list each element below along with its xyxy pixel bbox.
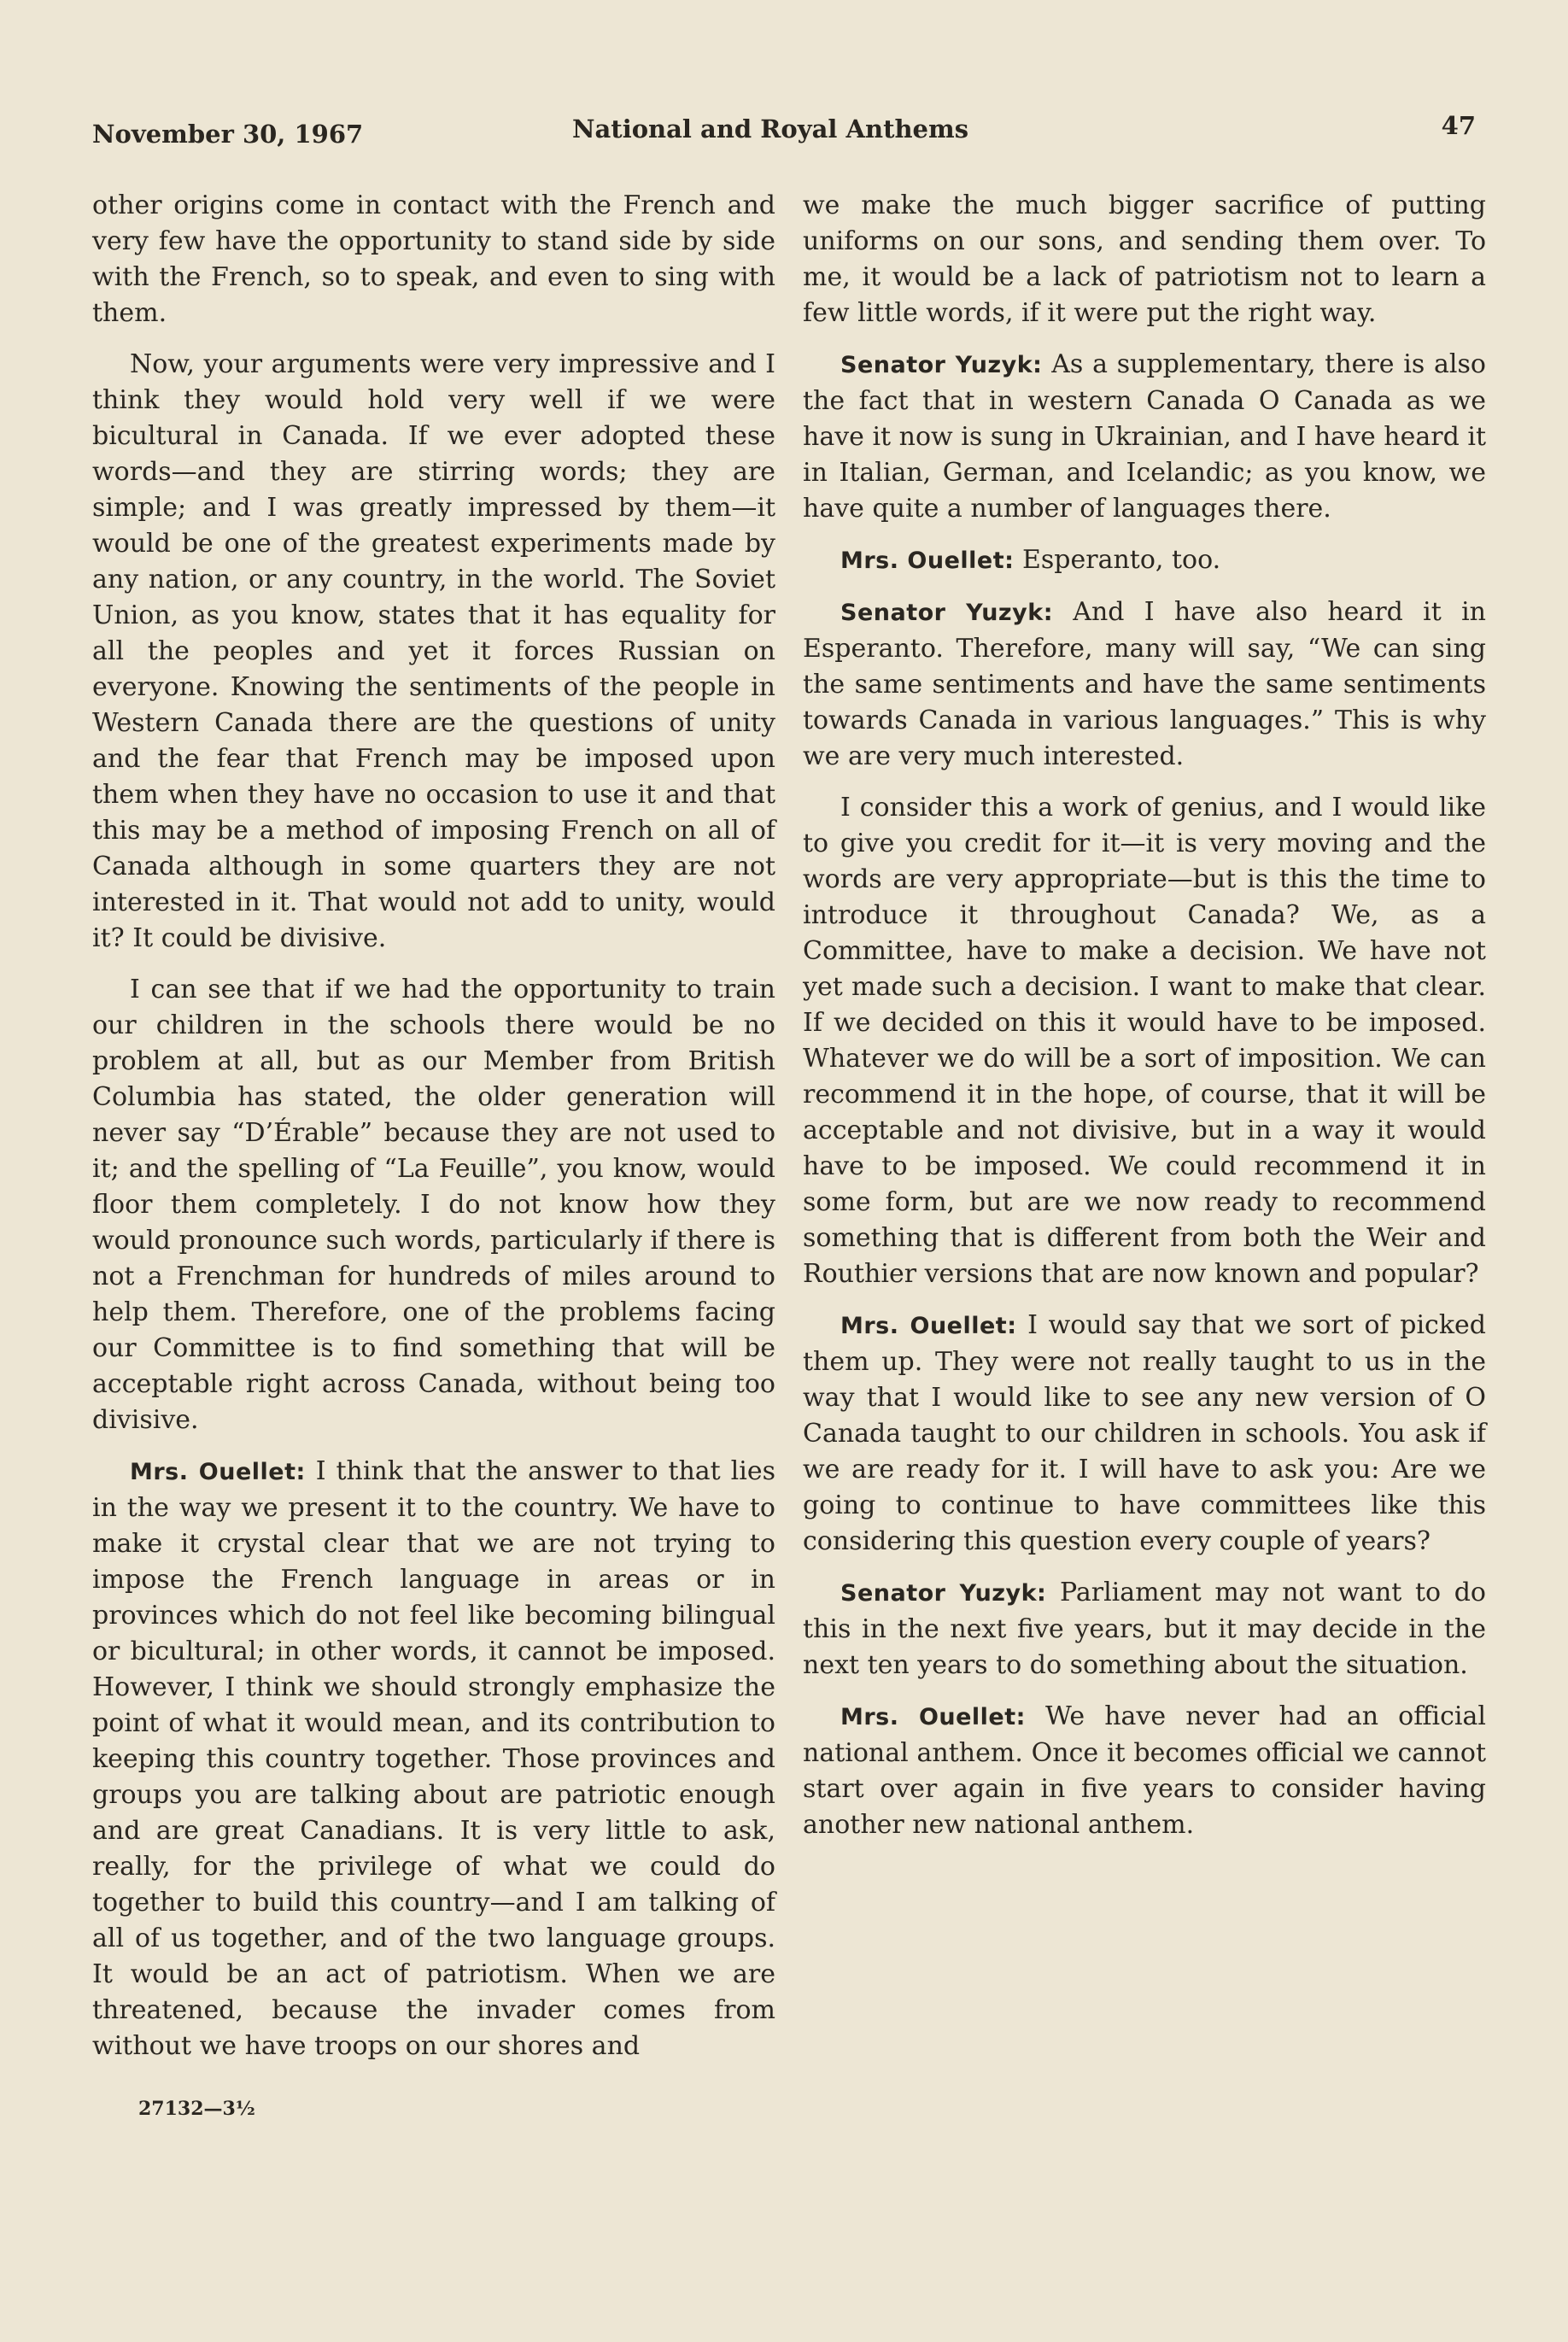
left-column [92, 188, 775, 2080]
paragraph [803, 347, 1486, 527]
paragraph-text: I consider this a work of genius, and I would like to give you credit for it—it is very moving and the words are very appropriate—but is this the time to introduce it throughout Canada? We, as a Committee, have to make a decision. We have not yet made such a decision. I want to make that clear. If we decided on this it would have to be imposed. Whatever we do will be a sort of imposition. We can recommend it in the hope, of course, that it will be acceptable and not divisive, but in a way it would have to be imposed. We could recommend it in some form, but are we now ready to recommend something that is different from both the Weir and Routhier versions that are now known and popular? [803, 793, 1486, 1289]
paragraph-text: we make the much bigger sacrifice of putting uniforms on our sons, and sending them over. To me, it would be a lack of patriotism not to learn a few little words, if it were put the right way. [803, 190, 1486, 328]
paragraph [803, 594, 1486, 775]
paragraph-text: Esperanto, too. [1014, 545, 1221, 575]
page-number: 47 [1441, 111, 1476, 140]
paragraph [92, 972, 775, 1438]
paragraph-text: I would say that we sort of picked them up. They were not really taught to us in the way that I would like to see any new version of O Canada taught to our children in schools. You ask if we are ready for it. I will have to ask you: Are we going to continue to have committees like this considering this question every couple of years? [803, 1310, 1486, 1556]
paragraph [803, 790, 1486, 1292]
speaker-label: Mrs. Ouellet: [840, 1704, 1026, 1730]
speaker-label: Senator Yuzyk: [840, 600, 1054, 626]
speaker-label: Mrs. Ouellet: [840, 1313, 1017, 1339]
print-code: 27132—3½ [138, 2098, 255, 2120]
paragraph-text: And I have also heard it in Esperanto. Therefore, many will say, “We can sing the same sentiments and have the same sentiments towards Canada in various languages.” This is why we are very much interested. [803, 597, 1487, 771]
page-header [92, 111, 1476, 154]
paragraph [803, 1308, 1486, 1560]
paragraph-text: other origins come in contact with the French and very few have the opportunity to stand side by side with the French, so to speak, and even to sing with them. [92, 190, 775, 328]
header-title: National and Royal Anthems [572, 114, 969, 143]
paragraph-text: As a supplementary, there is also the fact that in western Canada O Canada as we have it now is sung in Ukrainian, and I have heard it in Italian, German, and Icelandic; as you know, we have quite a number of languages there. [803, 349, 1486, 524]
speaker-label: Mrs. Ouellet: [840, 547, 1015, 574]
paragraph [803, 1575, 1486, 1683]
speaker-label: Mrs. Ouellet: [130, 1459, 306, 1485]
paragraph [803, 188, 1486, 331]
speaker-label: Senator Yuzyk: [840, 1580, 1047, 1607]
paragraph [92, 188, 775, 331]
paragraph-text: Now, your arguments were very impressive and I think they would hold very well if we were bicultural in Canada. If we ever adopted these words—and they are stirring words; they are simple; and I was greatly impressed by them—it would be one of the greatest experiments made by any nation, or any country, in the world. The Soviet Union, as you know, states that it has equality for all the peoples and yet it forces Russian on everyone. Knowing the sentiments of the people in Western Canada there are the questions of unity and the fear that French may be imposed upon them when they have no occasion to use it and that this may be a method of imposing French on all of Canada although in some quarters they are not interested in it. That would not add to unity, would it? It could be divisive. [92, 349, 775, 953]
paragraph-text: I think that the answer to that lies in the way we present it to the country. We have to make it crystal clear that we are not trying to impose the French language in areas or in provinces which do not feel like becoming bilingual or bicultural; in other words, it cannot be imposed. However, I think we should strongly emphasize the point of what it would mean, and its contribution to keeping this country together. Those provinces and groups you are talking about are patriotic enough and are great Canadians. It is very little to ask, really, for the privilege of what we could do together to build this country—and I am talking of all of us together, and of the two language groups. It would be an act of patriotism. When we are threatened, because the invader comes from without we have troops on our shores and [92, 1456, 775, 2061]
paragraph [92, 1454, 775, 2064]
paragraph-text: I can see that if we had the opportunity to train our children in the schools there would be no problem at all, but as our Member from British Columbia has stated, the older generation will never say “D’Érable” because they are not used to it; and the spelling of “La Feuille”, you know, would floor them completely. I do not know how they would pronounce such words, particularly if there is not a Frenchman for hundreds of miles around to help them. Therefore, one of the problems facing our Committee is to find something that will be acceptable right across Canada, without being too divisive. [92, 975, 775, 1435]
right-column [803, 188, 1486, 1859]
paragraph [92, 347, 775, 957]
header-date: November 30, 1967 [92, 120, 364, 149]
paragraph [803, 1699, 1486, 1843]
paragraph-text: We have never had an official national anthem. Once it becomes official we cannot start over again in five years to consider having another new national anthem. [803, 1701, 1486, 1840]
paragraph [803, 542, 1486, 579]
paragraph-text: Parliament may not want to do this in the next five years, but it may decide in the next ten years to do something about the situation. [803, 1578, 1486, 1680]
speaker-label: Senator Yuzyk: [840, 352, 1043, 378]
